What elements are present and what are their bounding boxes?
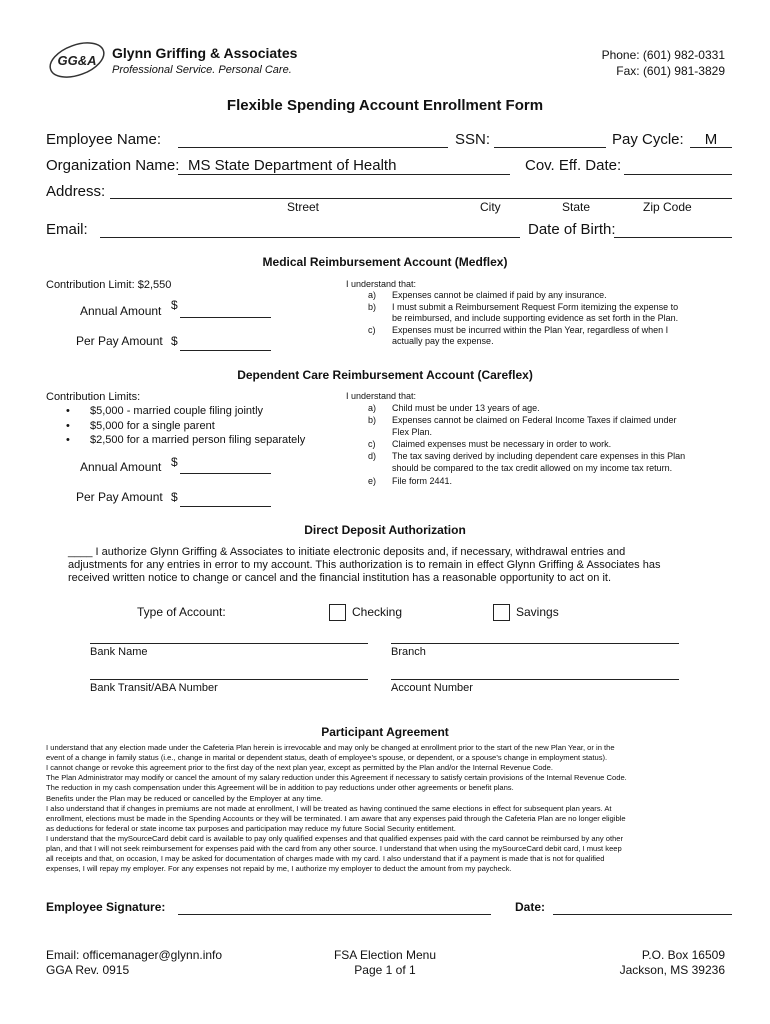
direct-deposit-title: Direct Deposit Authorization — [304, 523, 466, 537]
term-text: The tax saving derived by including dependent care expenses in this Plan — [392, 451, 686, 461]
term-text: actually pay the expense. — [392, 336, 494, 346]
term-text: File form 2441. — [392, 476, 453, 486]
bank-transit-label: Bank Transit/ABA Number — [90, 682, 218, 694]
agreement-text-line: I cannot change or revoke this agreement prior to the first day of the next plan year, except as permitted by the Plan and/or the Internal Revenue Code. — [46, 763, 553, 773]
organization-name-value: MS State Department of Health — [188, 157, 397, 174]
term-key: b) — [368, 415, 377, 425]
bullet-icon: • — [66, 434, 70, 446]
term-text: Expenses must be incurred within the Plan Year, regardless of when I — [392, 324, 669, 335]
company-logo — [46, 42, 108, 78]
careflex-understand: I understand that: — [346, 391, 417, 401]
term-key: a) — [368, 403, 377, 413]
footer-menu: FSA Election Menu — [333, 948, 437, 962]
company-phone: Phone: (601) 982-0331 — [601, 48, 725, 62]
organization-name-field[interactable] — [178, 174, 510, 175]
bank-name-field[interactable] — [90, 643, 368, 644]
deposit-text-line: received written notice to change or cancel and the financial institution has a reasonable opportunity to act on it. — [68, 572, 612, 584]
medflex-annual-dollar: $ — [171, 298, 178, 312]
address-label: Address: — [46, 183, 106, 200]
medflex-title: Medical Reimbursement Account (Medflex) — [262, 255, 508, 269]
careflex-per-pay-dollar: $ — [171, 490, 178, 504]
savings-label: Savings — [516, 605, 559, 619]
limit-item: $2,500 for a married person filing separately — [90, 434, 306, 446]
agreement-text-line: as deductions for federal or state income tax purposes and participation may reduce my future Social Security entitlement. — [46, 823, 456, 833]
branch-field[interactable] — [391, 643, 679, 644]
term-text: I must submit a Reimbursement Request Form itemizing the expense to — [392, 301, 679, 312]
logo-text: GG&A — [57, 53, 97, 68]
deposit-text-line: ____ I authorize Glynn Griffing & Associates to initiate electronic deposits and, if necessary, withdrawal entries and — [68, 546, 626, 558]
term-text: Child must be under 13 years of age. — [392, 403, 540, 413]
term-key: d) — [368, 451, 377, 461]
medflex-per-pay-label: Per Pay Amount — [76, 334, 163, 348]
agreement-text-line: Benefits under the Plan may be reduced or cancelled by the Employer at any time. — [46, 793, 323, 803]
street-caption: Street — [287, 200, 320, 214]
checking-label: Checking — [352, 605, 403, 619]
branch-label: Branch — [391, 646, 426, 658]
bullet-icon: • — [66, 405, 70, 417]
zip-caption: Zip Code — [643, 200, 692, 214]
footer-po-box: P.O. Box 16509 — [641, 948, 725, 962]
form-title: Flexible Spending Account Enrollment Form — [226, 97, 544, 114]
medflex-annual-label: Annual Amount — [80, 304, 162, 318]
term-text: Flex Plan. — [392, 427, 433, 437]
account-number-label: Account Number — [391, 682, 473, 694]
medflex-per-pay-dollar: $ — [171, 334, 178, 348]
bank-name-label: Bank Name — [90, 646, 148, 658]
agreement-text-line: The Plan Administrator may modify or cancel the amount of my salary reduction under this Agreement if necessary to satisfy certain provisions of the Internal Revenue Code. — [46, 773, 627, 783]
careflex-title: Dependent Care Reimbursement Account (Careflex) — [237, 368, 533, 382]
coverage-effective-date-field[interactable] — [624, 174, 732, 175]
account-type-label: Type of Account: — [137, 605, 226, 619]
footer-city: Jackson, MS 39236 — [619, 963, 725, 977]
date-of-birth-field[interactable] — [614, 237, 732, 238]
agreement-text-line: enrollment, elections must be made in the Spending Accounts or they will be terminated. I am aware that any expenses paid through the Cafeteria Plan are no longer eligible — [46, 813, 626, 823]
careflex-per-pay-field[interactable] — [180, 506, 271, 507]
checking-checkbox[interactable] — [329, 604, 346, 621]
careflex-annual-field[interactable] — [180, 473, 271, 474]
careflex-annual-label: Annual Amount — [80, 460, 162, 474]
bullet-icon: • — [66, 419, 70, 432]
term-key: a) — [368, 290, 377, 300]
email-label: Email: — [46, 221, 88, 238]
coverage-effective-date-label: Cov. Eff. Date: — [525, 157, 622, 174]
pay-cycle-value: M — [704, 131, 718, 148]
ssn-field[interactable] — [494, 147, 606, 148]
agreement-text-line: I understand that any election made under the Cafeteria Plan herein is irrevocable and may only be changed at enrollment prior to the start of the new Plan Year, or in the — [46, 743, 615, 752]
participant-agreement-title: Participant Agreement — [321, 725, 449, 739]
term-text: be reimbursed, and include supporting evidence as set forth in the Plan. — [392, 313, 679, 323]
term-key: c) — [368, 324, 376, 335]
date-of-birth-label: Date of Birth: — [528, 221, 616, 238]
medflex-annual-field[interactable] — [180, 317, 271, 318]
pay-cycle-label: Pay Cycle: — [612, 131, 684, 148]
company-name: Glynn Griffing & Associates — [112, 45, 298, 61]
agreement-text-line: all receipts and that, on occasion, I may be asked for documentation of charges made with my card. I also understand that if a payment is made that is not for qualified — [46, 854, 605, 864]
limit-item: $5,000 for a single parent — [90, 419, 215, 432]
savings-checkbox[interactable] — [493, 604, 510, 621]
term-key: c) — [368, 439, 376, 449]
term-text: should be compared to the tax credit allowed on my income tax return. — [392, 463, 673, 473]
agreement-text-line: I also understand that if changes in premiums are not made at enrollment, I will be treated as having continued the same elections in effect for subsequent plan years. At — [46, 803, 612, 813]
company-fax: Fax: (601) 981-3829 — [616, 64, 725, 78]
ssn-label: SSN: — [455, 131, 491, 148]
company-tagline: Professional Service. Personal Care. — [112, 64, 292, 76]
deposit-text-line: adjustments for any entries in error to my account. This authorization is to remain in effect Glynn Griffing & Associates has — [68, 559, 661, 571]
footer-revision: GGA Rev. 0915 — [46, 963, 130, 977]
footer-page: Page 1 of 1 — [354, 963, 416, 977]
term-text: Claimed expenses must be necessary in order to work. — [392, 439, 612, 449]
term-key: b) — [368, 301, 377, 312]
careflex-per-pay-label: Per Pay Amount — [76, 490, 163, 504]
email-field[interactable] — [100, 237, 520, 238]
city-caption: City — [480, 200, 501, 214]
medflex-understand: I understand that: — [346, 279, 417, 289]
agreement-text-line: The reduction in my cash compensation under this Agreement will be in addition to pay reductions under other agreements or benefit plans. — [46, 783, 514, 793]
employee-signature-label: Employee Signature: — [46, 900, 166, 914]
bank-transit-field[interactable] — [90, 679, 368, 680]
address-field[interactable] — [110, 198, 732, 199]
medflex-per-pay-field[interactable] — [180, 350, 271, 351]
employee-name-label: Employee Name: — [46, 131, 162, 148]
term-key: e) — [368, 476, 377, 486]
employee-signature-field[interactable] — [178, 914, 491, 915]
agreement-text-line: plan, and that I will not seek reimbursement for expenses paid with the card from any other source. I understand that when using the mySourceCard debit card, I must keep — [46, 844, 622, 853]
agreement-text-line: expenses, I will repay my employer. For any expenses not repaid by me, I authorize my employer to deduct the amount from my paycheck. — [46, 864, 512, 874]
employee-name-field[interactable] — [178, 147, 448, 148]
organization-name-label: Organization Name: — [46, 157, 180, 174]
agreement-text-line: event of a change in family status (i.e., change in marital or dependent status, death of employee’s spouse, or dependent, or a spouse’s change in employment status). — [46, 753, 608, 763]
agreement-text-line: I understand that the mySourceCard debit card is available to pay only qualified expenses and that qualified expenses paid with the card cannot be reimbursed by any other — [46, 833, 624, 843]
careflex-limits-label: Contribution Limits: — [46, 391, 141, 403]
account-number-field[interactable] — [391, 679, 679, 680]
footer-email: Email: officemanager@glynn.info — [46, 948, 223, 962]
signature-date-field[interactable] — [553, 914, 732, 915]
medflex-limit: Contribution Limit: $2,550 — [46, 279, 172, 291]
signature-date-label: Date: — [515, 900, 546, 914]
term-text: Expenses cannot be claimed if paid by any insurance. — [392, 290, 607, 300]
limit-item: $5,000 - married couple filing jointly — [90, 405, 264, 417]
term-text: Expenses cannot be claimed on Federal Income Taxes if claimed under — [392, 415, 677, 425]
careflex-annual-dollar: $ — [171, 455, 178, 469]
state-caption: State — [562, 200, 591, 214]
